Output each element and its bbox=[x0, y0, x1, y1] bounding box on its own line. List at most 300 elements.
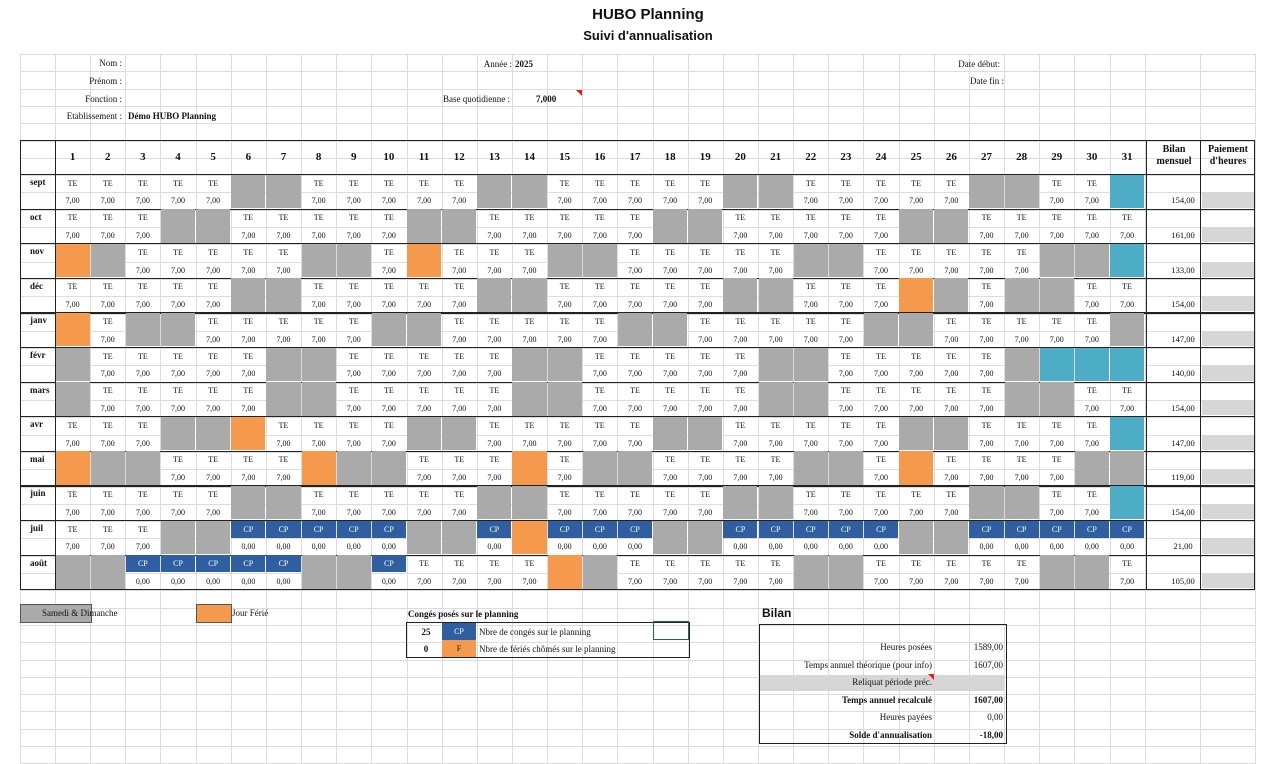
weekend-cell[interactable] bbox=[302, 244, 336, 278]
hours-cell[interactable]: 0,00 bbox=[733, 542, 748, 552]
weekend-cell[interactable] bbox=[759, 348, 793, 382]
hours-cell[interactable]: 0,00 bbox=[381, 576, 396, 586]
hours-cell[interactable]: 7,00 bbox=[1014, 473, 1029, 483]
work-code-cell[interactable]: TE bbox=[384, 351, 394, 361]
weekend-cell[interactable] bbox=[512, 175, 546, 209]
hours-cell[interactable]: 7,00 bbox=[979, 473, 994, 483]
hours-cell[interactable]: 7,00 bbox=[417, 576, 432, 586]
hours-cell[interactable]: 7,00 bbox=[100, 230, 115, 240]
work-code-cell[interactable]: TE bbox=[1016, 213, 1027, 223]
hours-cell[interactable]: 7,00 bbox=[65, 230, 80, 240]
work-code-cell[interactable]: TE bbox=[278, 247, 289, 257]
work-code-cell[interactable]: TE bbox=[1016, 559, 1027, 569]
cp-code-cell[interactable]: CP bbox=[337, 521, 371, 538]
work-code-cell[interactable]: TE bbox=[911, 351, 922, 361]
hours-cell[interactable]: 7,00 bbox=[768, 473, 783, 483]
hours-cell[interactable]: 7,00 bbox=[627, 196, 642, 206]
work-code-cell[interactable]: TE bbox=[208, 282, 219, 292]
hours-cell[interactable]: 7,00 bbox=[909, 403, 924, 413]
hours-cell[interactable]: 7,00 bbox=[171, 507, 185, 517]
work-code-cell[interactable]: TE bbox=[1087, 420, 1097, 430]
hours-cell[interactable]: 7,00 bbox=[346, 438, 361, 448]
hours-cell[interactable]: 7,00 bbox=[627, 438, 642, 448]
work-code-cell[interactable]: TE bbox=[384, 178, 394, 188]
hours-cell[interactable]: 7,00 bbox=[135, 507, 150, 517]
hours-cell[interactable]: 0,00 bbox=[311, 542, 326, 552]
work-code-cell[interactable]: TE bbox=[173, 455, 183, 465]
work-code-cell[interactable]: TE bbox=[1016, 316, 1027, 326]
paiement-cell[interactable] bbox=[1202, 365, 1255, 380]
hours-cell[interactable]: 7,00 bbox=[417, 369, 432, 379]
work-code-cell[interactable]: TE bbox=[630, 213, 640, 223]
hours-cell[interactable]: 0,00 bbox=[241, 542, 256, 552]
hours-cell[interactable]: 7,00 bbox=[346, 403, 361, 413]
work-code-cell[interactable]: TE bbox=[665, 178, 675, 188]
work-code-cell[interactable]: TE bbox=[630, 351, 640, 361]
weekend-cell[interactable] bbox=[512, 348, 546, 382]
hours-cell[interactable]: 7,00 bbox=[417, 507, 432, 517]
work-code-cell[interactable]: TE bbox=[876, 178, 886, 188]
work-code-cell[interactable]: TE bbox=[524, 316, 535, 326]
holiday-cell[interactable] bbox=[56, 313, 90, 347]
weekend-cell[interactable] bbox=[56, 382, 90, 416]
hours-cell[interactable]: 7,00 bbox=[663, 300, 678, 310]
cp-code-cell[interactable]: CP bbox=[969, 521, 1003, 538]
paiement-cell[interactable] bbox=[1202, 227, 1255, 242]
cp-code-cell[interactable]: CP bbox=[266, 555, 300, 572]
cp-code-cell[interactable]: CP bbox=[196, 555, 230, 572]
hours-cell[interactable]: 7,00 bbox=[65, 438, 80, 448]
weekend-cell[interactable] bbox=[231, 278, 265, 312]
hours-cell[interactable]: 7,00 bbox=[276, 230, 291, 240]
hours-cell[interactable]: 7,00 bbox=[557, 334, 572, 344]
hours-cell[interactable]: 7,00 bbox=[627, 369, 642, 379]
work-code-cell[interactable]: TE bbox=[489, 420, 500, 430]
work-code-cell[interactable]: TE bbox=[630, 420, 640, 430]
work-code-cell[interactable]: TE bbox=[665, 247, 675, 257]
hours-cell[interactable]: 7,00 bbox=[838, 230, 853, 240]
weekend-cell[interactable] bbox=[1110, 313, 1144, 347]
hours-cell[interactable]: 7,00 bbox=[1120, 576, 1135, 586]
weekend-cell[interactable] bbox=[899, 209, 933, 243]
work-code-cell[interactable]: TE bbox=[946, 559, 957, 569]
work-code-cell[interactable]: TE bbox=[102, 316, 113, 326]
cp-code-cell[interactable]: CP bbox=[231, 521, 265, 538]
work-code-cell[interactable]: TE bbox=[840, 213, 851, 223]
work-code-cell[interactable]: TE bbox=[137, 351, 148, 361]
annee-value[interactable]: 2025 bbox=[515, 59, 533, 69]
hours-cell[interactable]: 7,00 bbox=[346, 334, 361, 344]
work-code-cell[interactable]: TE bbox=[384, 213, 394, 223]
hours-cell[interactable]: 7,00 bbox=[874, 300, 888, 310]
hours-cell[interactable]: 7,00 bbox=[698, 196, 713, 206]
work-code-cell[interactable]: TE bbox=[313, 213, 324, 223]
hours-cell[interactable]: 7,00 bbox=[65, 196, 80, 206]
work-code-cell[interactable]: TE bbox=[876, 247, 886, 257]
holiday-cell[interactable] bbox=[56, 451, 90, 485]
hours-cell[interactable]: 7,00 bbox=[944, 576, 959, 586]
work-code-cell[interactable]: TE bbox=[454, 559, 465, 569]
hours-cell[interactable]: 7,00 bbox=[733, 438, 748, 448]
hours-cell[interactable]: 7,00 bbox=[206, 334, 221, 344]
work-code-cell[interactable]: TE bbox=[946, 386, 957, 396]
work-code-cell[interactable]: TE bbox=[594, 282, 605, 292]
hours-cell[interactable]: 7,00 bbox=[1084, 196, 1099, 206]
weekend-cell[interactable] bbox=[1005, 382, 1039, 416]
hours-cell[interactable]: 0,00 bbox=[381, 542, 396, 552]
work-code-cell[interactable]: TE bbox=[243, 386, 254, 396]
work-code-cell[interactable]: TE bbox=[840, 316, 851, 326]
hours-cell[interactable]: 7,00 bbox=[452, 507, 467, 517]
work-code-cell[interactable]: TE bbox=[137, 420, 148, 430]
weekend-cell[interactable] bbox=[899, 313, 933, 347]
hours-cell[interactable]: 7,00 bbox=[100, 403, 115, 413]
work-code-cell[interactable]: TE bbox=[137, 247, 148, 257]
holiday-cell[interactable] bbox=[899, 278, 933, 312]
hours-cell[interactable]: 7,00 bbox=[838, 196, 853, 206]
hours-cell[interactable]: 7,00 bbox=[417, 403, 432, 413]
work-code-cell[interactable]: TE bbox=[67, 178, 78, 188]
hours-cell[interactable]: 7,00 bbox=[276, 438, 291, 448]
work-code-cell[interactable]: TE bbox=[594, 213, 605, 223]
weekend-cell[interactable] bbox=[688, 209, 722, 243]
hours-cell[interactable]: 7,00 bbox=[522, 334, 537, 344]
weekend-cell[interactable] bbox=[372, 313, 406, 347]
weekend-cell[interactable] bbox=[583, 451, 617, 485]
work-code-cell[interactable]: TE bbox=[67, 489, 78, 499]
weekend-cell[interactable] bbox=[477, 175, 511, 209]
hours-cell[interactable]: 7,00 bbox=[206, 300, 221, 310]
hours-cell[interactable]: 0,00 bbox=[803, 542, 818, 552]
hours-cell[interactable]: 7,00 bbox=[803, 230, 818, 240]
weekend-cell[interactable] bbox=[618, 451, 652, 485]
hours-cell[interactable]: 7,00 bbox=[698, 473, 713, 483]
hours-cell[interactable]: 7,00 bbox=[768, 438, 783, 448]
work-code-cell[interactable]: TE bbox=[876, 351, 886, 361]
weekend-cell[interactable] bbox=[723, 486, 757, 520]
hours-cell[interactable]: 7,00 bbox=[381, 369, 396, 379]
work-code-cell[interactable]: TE bbox=[700, 282, 711, 292]
weekend-cell[interactable] bbox=[1075, 244, 1109, 278]
work-code-cell[interactable]: TE bbox=[489, 559, 500, 569]
hours-cell[interactable]: 7,00 bbox=[1014, 265, 1029, 275]
weekend-cell[interactable] bbox=[161, 521, 195, 555]
paiement-cell[interactable] bbox=[1202, 331, 1255, 346]
work-code-cell[interactable]: TE bbox=[1122, 213, 1132, 223]
paiement-cell[interactable] bbox=[1202, 504, 1255, 519]
weekend-cell[interactable] bbox=[512, 382, 546, 416]
work-code-cell[interactable]: TE bbox=[840, 420, 851, 430]
hours-cell[interactable]: 7,00 bbox=[874, 196, 888, 206]
weekend-cell[interactable] bbox=[934, 278, 968, 312]
work-code-cell[interactable]: TE bbox=[454, 351, 465, 361]
weekend-cell[interactable] bbox=[512, 486, 546, 520]
hours-cell[interactable]: 7,00 bbox=[206, 473, 221, 483]
work-code-cell[interactable]: TE bbox=[67, 420, 78, 430]
hours-cell[interactable]: 7,00 bbox=[838, 507, 853, 517]
work-code-cell[interactable]: TE bbox=[102, 420, 113, 430]
work-code-cell[interactable]: TE bbox=[348, 213, 359, 223]
hours-cell[interactable]: 7,00 bbox=[100, 334, 115, 344]
paiement-cell[interactable] bbox=[1202, 538, 1255, 553]
work-code-cell[interactable]: TE bbox=[137, 489, 148, 499]
work-code-cell[interactable]: TE bbox=[419, 559, 429, 569]
work-code-cell[interactable]: TE bbox=[102, 524, 113, 534]
hours-cell[interactable]: 7,00 bbox=[663, 576, 678, 586]
weekend-cell[interactable] bbox=[161, 313, 195, 347]
weekend-cell[interactable] bbox=[91, 555, 125, 589]
work-code-cell[interactable]: TE bbox=[173, 489, 183, 499]
work-code-cell[interactable]: TE bbox=[981, 282, 992, 292]
work-code-cell[interactable]: TE bbox=[454, 489, 465, 499]
work-code-cell[interactable]: TE bbox=[735, 247, 746, 257]
cp-code-cell[interactable]: CP bbox=[372, 521, 406, 538]
work-code-cell[interactable]: TE bbox=[946, 178, 957, 188]
work-code-cell[interactable]: TE bbox=[1087, 489, 1097, 499]
hours-cell[interactable]: 7,00 bbox=[663, 473, 678, 483]
weekend-cell[interactable] bbox=[794, 555, 828, 589]
weekend-cell[interactable] bbox=[231, 486, 265, 520]
hours-cell[interactable]: 7,00 bbox=[100, 369, 115, 379]
hours-cell[interactable]: 7,00 bbox=[487, 369, 502, 379]
weekend-cell[interactable] bbox=[126, 313, 160, 347]
hours-cell[interactable]: 7,00 bbox=[311, 196, 326, 206]
work-code-cell[interactable]: TE bbox=[278, 455, 289, 465]
hours-cell[interactable]: 7,00 bbox=[874, 230, 888, 240]
work-code-cell[interactable]: TE bbox=[67, 282, 78, 292]
cp-code-cell[interactable]: CP bbox=[126, 555, 160, 572]
work-code-cell[interactable]: TE bbox=[805, 282, 816, 292]
work-code-cell[interactable]: TE bbox=[348, 420, 359, 430]
hours-cell[interactable]: 7,00 bbox=[311, 334, 326, 344]
hours-cell[interactable]: 7,00 bbox=[944, 507, 959, 517]
cp-code-cell[interactable]: CP bbox=[829, 521, 863, 538]
cp-code-cell[interactable]: CP bbox=[583, 521, 617, 538]
weekend-cell[interactable] bbox=[759, 382, 793, 416]
hours-cell[interactable]: 7,00 bbox=[346, 300, 361, 310]
hours-cell[interactable]: 7,00 bbox=[241, 230, 256, 240]
hours-cell[interactable]: 7,00 bbox=[1084, 300, 1099, 310]
weekend-cell[interactable] bbox=[759, 486, 793, 520]
work-code-cell[interactable]: TE bbox=[454, 386, 465, 396]
cp-code-cell[interactable]: CP bbox=[864, 521, 898, 538]
hours-cell[interactable]: 7,00 bbox=[838, 369, 853, 379]
work-code-cell[interactable]: TE bbox=[313, 489, 324, 499]
hours-cell[interactable]: 7,00 bbox=[698, 369, 713, 379]
work-code-cell[interactable]: TE bbox=[489, 455, 500, 465]
work-code-cell[interactable]: TE bbox=[173, 351, 183, 361]
hours-cell[interactable]: 7,00 bbox=[663, 507, 678, 517]
spreadsheet[interactable] bbox=[20, 54, 1255, 764]
work-code-cell[interactable]: TE bbox=[348, 351, 359, 361]
weekend-cell[interactable] bbox=[759, 175, 793, 209]
hours-cell[interactable]: 0,00 bbox=[487, 542, 502, 552]
work-code-cell[interactable]: TE bbox=[419, 455, 429, 465]
hours-cell[interactable]: 7,00 bbox=[522, 576, 537, 586]
work-code-cell[interactable]: TE bbox=[419, 386, 429, 396]
work-code-cell[interactable]: TE bbox=[770, 420, 781, 430]
hours-cell[interactable]: 7,00 bbox=[171, 196, 185, 206]
hours-cell[interactable]: 7,00 bbox=[452, 403, 467, 413]
hours-cell[interactable]: 7,00 bbox=[698, 576, 713, 586]
work-code-cell[interactable]: TE bbox=[243, 213, 254, 223]
hours-cell[interactable]: 7,00 bbox=[944, 369, 959, 379]
empty-day-cell[interactable] bbox=[1110, 175, 1144, 209]
weekend-cell[interactable] bbox=[1040, 382, 1074, 416]
hours-cell[interactable]: 7,00 bbox=[979, 265, 994, 275]
hours-cell[interactable]: 7,00 bbox=[452, 300, 467, 310]
work-code-cell[interactable]: TE bbox=[630, 282, 640, 292]
weekend-cell[interactable] bbox=[759, 278, 793, 312]
work-code-cell[interactable]: TE bbox=[876, 559, 886, 569]
hours-cell[interactable]: 7,00 bbox=[1084, 403, 1099, 413]
hours-cell[interactable]: 7,00 bbox=[1084, 438, 1099, 448]
weekend-cell[interactable] bbox=[372, 451, 406, 485]
paiement-cell[interactable] bbox=[1202, 192, 1255, 207]
work-code-cell[interactable]: TE bbox=[805, 178, 816, 188]
weekend-cell[interactable] bbox=[442, 521, 476, 555]
weekend-cell[interactable] bbox=[161, 417, 195, 451]
hours-cell[interactable]: 7,00 bbox=[452, 196, 467, 206]
hours-cell[interactable]: 7,00 bbox=[452, 334, 467, 344]
hours-cell[interactable]: 7,00 bbox=[452, 576, 467, 586]
weekend-cell[interactable] bbox=[302, 555, 336, 589]
hours-cell[interactable]: 7,00 bbox=[487, 265, 502, 275]
work-code-cell[interactable]: TE bbox=[630, 489, 640, 499]
work-code-cell[interactable]: TE bbox=[665, 455, 675, 465]
hours-cell[interactable]: 7,00 bbox=[452, 369, 467, 379]
weekend-cell[interactable] bbox=[969, 486, 1003, 520]
weekend-cell[interactable] bbox=[969, 175, 1003, 209]
work-code-cell[interactable]: TE bbox=[419, 489, 429, 499]
work-code-cell[interactable]: TE bbox=[137, 524, 148, 534]
paiement-cell[interactable] bbox=[1202, 435, 1255, 450]
work-code-cell[interactable]: TE bbox=[840, 178, 851, 188]
weekend-cell[interactable] bbox=[1005, 486, 1039, 520]
weekend-cell[interactable] bbox=[548, 244, 582, 278]
work-code-cell[interactable]: TE bbox=[137, 178, 148, 188]
hours-cell[interactable]: 7,00 bbox=[698, 403, 713, 413]
work-code-cell[interactable]: TE bbox=[489, 247, 500, 257]
weekend-cell[interactable] bbox=[934, 209, 968, 243]
hours-cell[interactable]: 7,00 bbox=[979, 334, 994, 344]
weekend-cell[interactable] bbox=[653, 209, 687, 243]
cp-code-cell[interactable]: CP bbox=[266, 521, 300, 538]
work-code-cell[interactable]: TE bbox=[594, 386, 605, 396]
work-code-cell[interactable]: TE bbox=[454, 316, 465, 326]
work-code-cell[interactable]: TE bbox=[454, 455, 465, 465]
hours-cell[interactable]: 0,00 bbox=[171, 576, 185, 586]
work-code-cell[interactable]: TE bbox=[243, 316, 254, 326]
hours-cell[interactable]: 0,00 bbox=[1014, 542, 1029, 552]
weekend-cell[interactable] bbox=[337, 244, 371, 278]
weekend-cell[interactable] bbox=[548, 382, 582, 416]
holiday-cell[interactable] bbox=[899, 451, 933, 485]
work-code-cell[interactable]: TE bbox=[1122, 386, 1132, 396]
work-code-cell[interactable]: TE bbox=[419, 178, 429, 188]
hours-cell[interactable]: 7,00 bbox=[135, 196, 150, 206]
weekend-cell[interactable] bbox=[56, 348, 90, 382]
work-code-cell[interactable]: TE bbox=[630, 559, 640, 569]
hours-cell[interactable]: 7,00 bbox=[522, 265, 537, 275]
feries-count[interactable]: 0 bbox=[423, 644, 429, 654]
work-code-cell[interactable]: TE bbox=[1051, 489, 1062, 499]
work-code-cell[interactable]: TE bbox=[770, 247, 781, 257]
hours-cell[interactable]: 7,00 bbox=[381, 507, 396, 517]
summary-value[interactable]: 1607,00 bbox=[973, 694, 1003, 705]
cp-code-cell[interactable]: CP bbox=[302, 521, 336, 538]
work-code-cell[interactable]: TE bbox=[243, 351, 254, 361]
empty-day-cell[interactable] bbox=[1040, 348, 1074, 382]
hours-cell[interactable]: 7,00 bbox=[522, 438, 537, 448]
work-code-cell[interactable]: TE bbox=[1087, 178, 1097, 188]
work-code-cell[interactable]: TE bbox=[102, 282, 113, 292]
work-code-cell[interactable]: TE bbox=[805, 213, 816, 223]
hours-cell[interactable]: 7,00 bbox=[487, 230, 502, 240]
hours-cell[interactable]: 7,00 bbox=[1049, 473, 1064, 483]
paiement-cell[interactable] bbox=[1202, 296, 1255, 311]
work-code-cell[interactable]: TE bbox=[489, 351, 500, 361]
work-code-cell[interactable]: TE bbox=[208, 489, 219, 499]
hours-cell[interactable]: 7,00 bbox=[874, 576, 888, 586]
hours-cell[interactable]: 7,00 bbox=[487, 473, 502, 483]
work-code-cell[interactable]: TE bbox=[348, 178, 359, 188]
weekend-cell[interactable] bbox=[337, 451, 371, 485]
hours-cell[interactable]: 7,00 bbox=[803, 300, 818, 310]
hours-cell[interactable]: 7,00 bbox=[171, 473, 185, 483]
hours-cell[interactable]: 7,00 bbox=[1084, 507, 1099, 517]
work-code-cell[interactable]: TE bbox=[981, 351, 992, 361]
hours-cell[interactable]: 7,00 bbox=[1049, 438, 1064, 448]
weekend-cell[interactable] bbox=[794, 244, 828, 278]
weekend-cell[interactable] bbox=[477, 278, 511, 312]
hours-cell[interactable]: 7,00 bbox=[733, 473, 748, 483]
hours-cell[interactable]: 0,00 bbox=[592, 542, 607, 552]
hours-cell[interactable]: 7,00 bbox=[627, 576, 642, 586]
work-code-cell[interactable]: TE bbox=[348, 386, 359, 396]
weekend-cell[interactable] bbox=[864, 313, 898, 347]
hours-cell[interactable]: 7,00 bbox=[627, 507, 642, 517]
hours-cell[interactable]: 7,00 bbox=[487, 576, 502, 586]
hours-cell[interactable]: 7,00 bbox=[874, 265, 888, 275]
hours-cell[interactable]: 7,00 bbox=[803, 334, 818, 344]
work-code-cell[interactable]: TE bbox=[876, 489, 886, 499]
summary-value[interactable]: -18,00 bbox=[979, 729, 1003, 740]
work-code-cell[interactable]: TE bbox=[700, 316, 711, 326]
work-code-cell[interactable]: TE bbox=[876, 213, 886, 223]
hours-cell[interactable]: 7,00 bbox=[838, 438, 853, 448]
hours-cell[interactable]: 7,00 bbox=[311, 230, 326, 240]
hours-cell[interactable]: 7,00 bbox=[944, 473, 959, 483]
cp-code-cell[interactable]: CP bbox=[477, 521, 511, 538]
hours-cell[interactable]: 0,00 bbox=[979, 542, 994, 552]
hours-cell[interactable]: 7,00 bbox=[487, 334, 502, 344]
weekend-cell[interactable] bbox=[653, 313, 687, 347]
cp-code-cell[interactable]: CP bbox=[231, 555, 265, 572]
weekend-cell[interactable] bbox=[407, 521, 441, 555]
work-code-cell[interactable]: TE bbox=[454, 247, 465, 257]
work-code-cell[interactable]: TE bbox=[630, 386, 640, 396]
hours-cell[interactable]: 0,00 bbox=[627, 542, 642, 552]
hours-cell[interactable]: 7,00 bbox=[241, 403, 256, 413]
conges-count[interactable]: 25 bbox=[421, 627, 431, 637]
work-code-cell[interactable]: TE bbox=[243, 455, 254, 465]
hours-cell[interactable]: 7,00 bbox=[65, 300, 80, 310]
hours-cell[interactable]: 7,00 bbox=[1014, 576, 1029, 586]
weekend-cell[interactable] bbox=[407, 417, 441, 451]
hours-cell[interactable]: 7,00 bbox=[592, 369, 607, 379]
work-code-cell[interactable]: TE bbox=[911, 559, 922, 569]
